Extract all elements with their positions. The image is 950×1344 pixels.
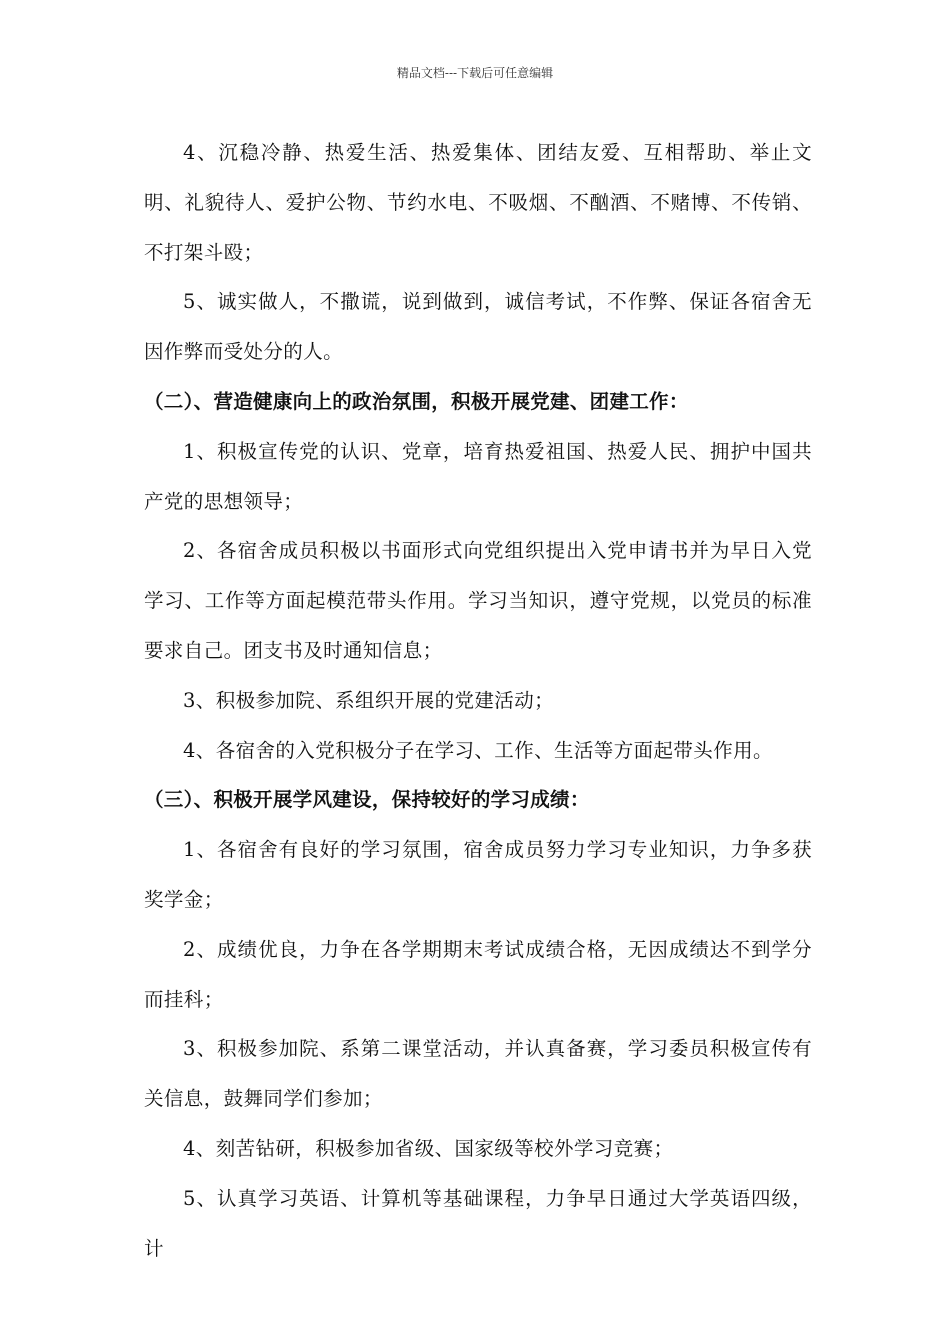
section-heading: （二）、营造健康向上的政治氛围，积极开展党建、团建工作： — [144, 389, 689, 413]
section-heading: （三）、积极开展学风建设，保持较好的学习成绩： — [144, 788, 590, 812]
paragraph: 4、沉稳冷静、热爱生活、热爱集体、团结友爱、互相帮助、举止文明、礼貌待人、爱护公物、节约水电、不吸烟、不酗酒、不赌博、不传销、不打架斗殴； — [144, 141, 812, 264]
paragraph: 5、诚实做人，不撒谎，说到做到，诚信考试，不作弊、保证各宿舍无因作弊而受处分的人。 — [144, 290, 812, 364]
paragraph: 3、积极参加院、系组织开展的党建活动； — [183, 688, 555, 712]
paragraph: 1、各宿舍有良好的学习氛围，宿舍成员努力学习专业知识，力争多获奖学金； — [144, 838, 812, 911]
page-header: 精品文档---下载后可任意编辑 — [396, 66, 554, 80]
paragraph: 4、各宿舍的入党积极分子在学习、工作、生活等方面起带头作用。 — [183, 738, 773, 762]
paragraph: 4、刻苦钻研，积极参加省级、国家级等校外学习竞赛； — [183, 1136, 674, 1160]
paragraph: 2、成绩优良，力争在各学期期末考试成绩合格，无因成绩达不到学分而挂科； — [144, 937, 812, 1011]
paragraph: 3、积极参加院、系第二课堂活动，并认真备赛，学习委员积极宣传有关信息，鼓舞同学们参加； — [144, 1037, 812, 1111]
paragraph: 5、认真学习英语、计算机等基础课程，力争早日通过大学英语四级，计 — [144, 1186, 812, 1260]
paragraph: 2、各宿舍成员积极以书面形式向党组织提出入党申请书并为早日入党学习、工作等方面起模范带头作用。学习当知识，遵守党规，以党员的标准要求自己。团支书及时通知信息； — [144, 539, 812, 662]
document-body — [144, 128, 812, 1273]
paragraph: 1、积极宣传党的认识、党章，培育热爱祖国、热爱人民、拥护中国共产党的思想领导； — [144, 439, 812, 513]
